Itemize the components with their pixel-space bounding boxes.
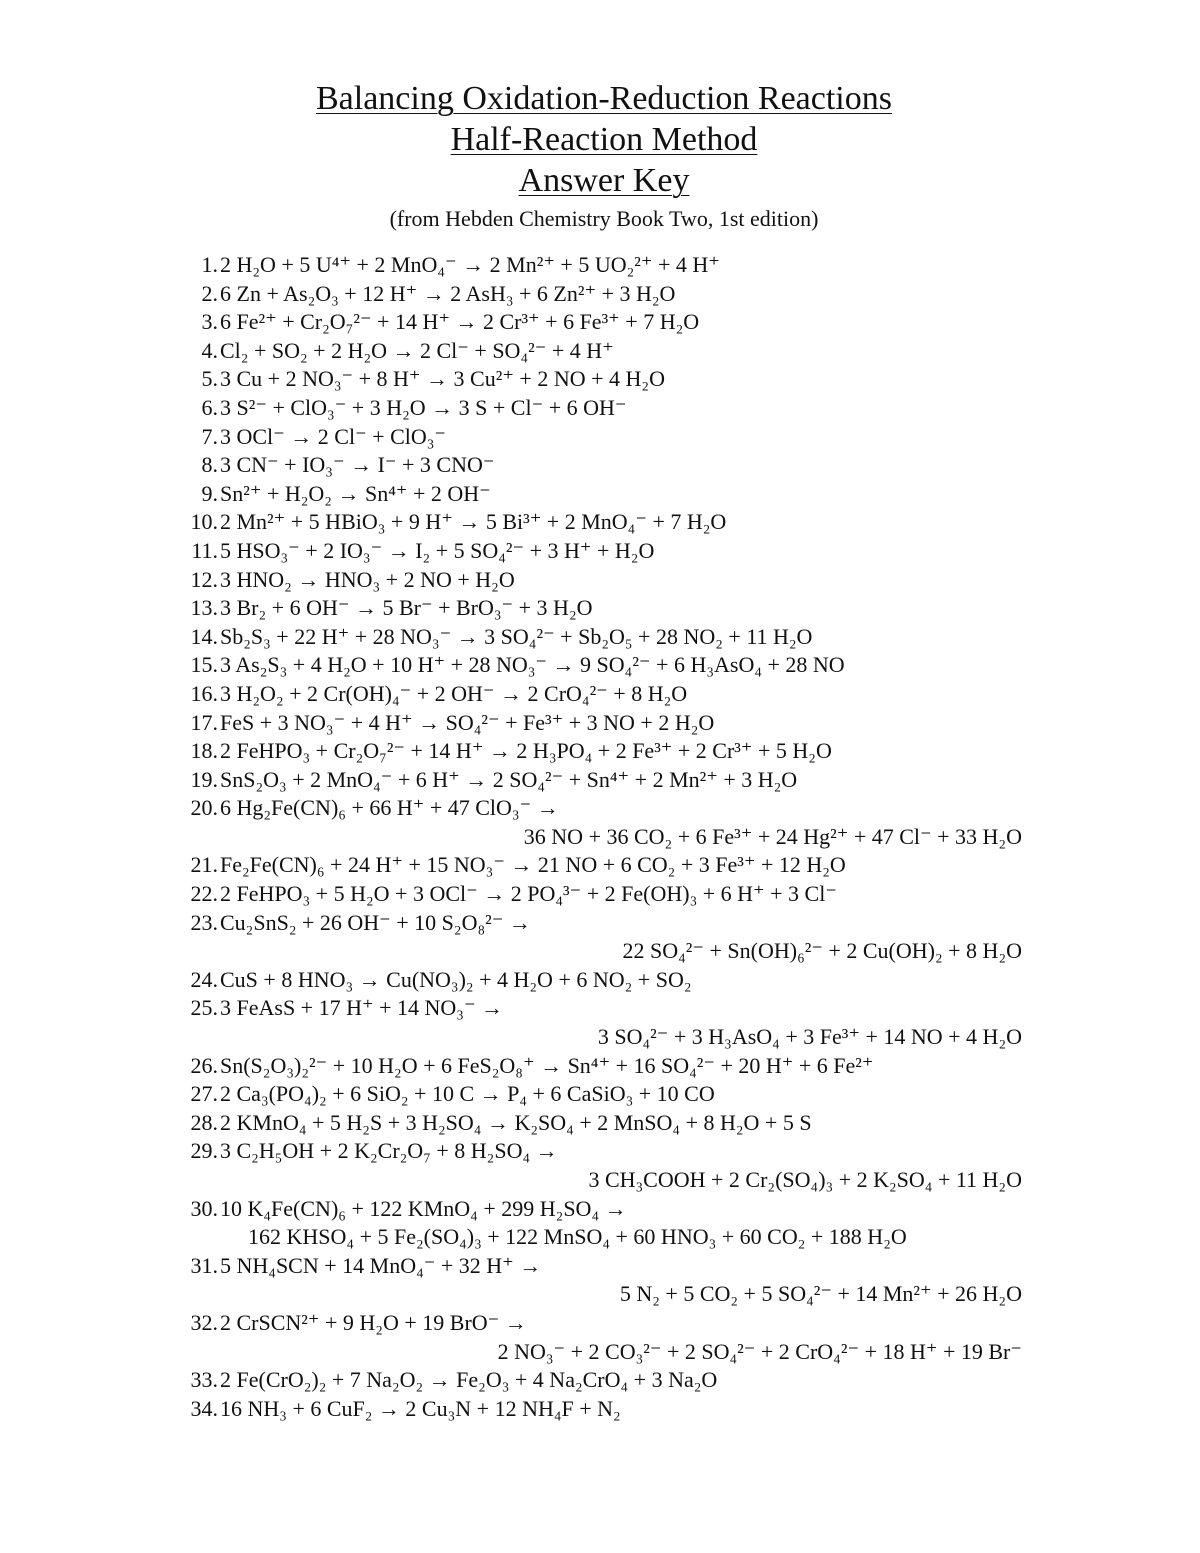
equation-row	[172, 537, 1052, 566]
equation-number: 8.	[201, 452, 218, 478]
equation-row	[172, 994, 1052, 1023]
equation-number: 23.	[190, 909, 218, 935]
equation-number: 33.	[190, 1367, 218, 1393]
equation-continuation	[172, 1166, 1022, 1195]
equation-row	[172, 365, 1052, 394]
equation-number: 12.	[190, 566, 218, 592]
equation-continuation	[172, 937, 1022, 966]
equation-number: 32.	[190, 1309, 218, 1335]
equation-number: 18.	[190, 738, 218, 764]
equation-text: 10 K₄Fe(CN)₆ + 122 KMnO₄ + 299 H₂SO₄ →	[220, 1195, 627, 1221]
equation-number: 19.	[190, 766, 218, 792]
equation-text: Sn(S₂O₃)₂²⁻ + 10 H₂O + 6 FeS₂O₈⁺ → Sn⁴⁺ + 16 SO₄²⁻ + 20 H⁺ + 6 Fe²⁺	[220, 1052, 874, 1078]
equation-number: 28.	[190, 1109, 218, 1135]
equation-row	[172, 423, 1052, 452]
equation-number: 15.	[190, 652, 218, 678]
equation-row	[172, 1109, 1052, 1138]
equation-row	[172, 1252, 1052, 1281]
equation-text: 2 Fe(CrO₂)₂ + 7 Na₂O₂ → Fe₂O₃ + 4 Na₂CrO₄ + 3 Na₂O	[220, 1367, 718, 1393]
equation-row	[172, 1366, 1052, 1395]
equation-text: 2 FeHPO₃ + 5 H₂O + 3 OCl⁻ → 2 PO₄³⁻ + 2 Fe(OH)₃ + 6 H⁺ + 3 Cl⁻	[220, 881, 837, 907]
equation-text: 5 HSO₃⁻ + 2 IO₃⁻ → I₂ + 5 SO₄²⁻ + 3 H⁺ + H₂O	[220, 537, 655, 563]
equation-continuation-text: 3 SO₄²⁻ + 3 H₃AsO₄ + 3 Fe³⁺ + 14 NO + 4 H₂O	[597, 1024, 1022, 1050]
equation-number: 20.	[190, 795, 218, 821]
equation-row	[172, 909, 1052, 938]
equation-number: 14.	[190, 623, 218, 649]
equation-text: 3 S²⁻ + ClO₃⁻ + 3 H₂O → 3 S + Cl⁻ + 6 OH⁻	[220, 394, 627, 420]
equation-number: 7.	[201, 423, 218, 449]
equation-text: 3 As₂S₃ + 4 H₂O + 10 H⁺ + 28 NO₃⁻ → 9 SO₄²⁻ + 6 H₃AsO₄ + 28 NO	[220, 652, 845, 678]
equation-text: 3 FeAsS + 17 H⁺ + 14 NO₃⁻ →	[220, 995, 504, 1021]
equation-continuation-text: 36 NO + 36 CO₂ + 6 Fe³⁺ + 24 Hg²⁺ + 47 Cl⁻ + 33 H₂O	[523, 823, 1022, 849]
equation-row	[172, 1195, 1052, 1224]
equation-text: 6 Zn + As₂O₃ + 12 H⁺ → 2 AsH₃ + 6 Zn²⁺ + 3 H₂O	[220, 280, 676, 306]
equation-number: 27.	[190, 1081, 218, 1107]
equation-row	[172, 1395, 1052, 1424]
equation-row	[172, 966, 1052, 995]
equation-text: 3 CN⁻ + IO₃⁻ → I⁻ + 3 CNO⁻	[220, 452, 495, 478]
equation-row	[172, 308, 1052, 337]
equation-row	[172, 680, 1052, 709]
equation-row	[172, 851, 1052, 880]
equation-row	[172, 766, 1052, 795]
equation-text: CuS + 8 HNO₃ → Cu(NO₃)₂ + 4 H₂O + 6 NO₂ + SO₂	[220, 966, 692, 992]
equation-text: 16 NH₃ + 6 CuF₂ → 2 Cu₃N + 12 NH₄F + N₂	[220, 1395, 621, 1421]
equation-continuation	[172, 1023, 1022, 1052]
equation-row	[172, 737, 1052, 766]
page-subtitle-method: Half-Reaction Method	[450, 121, 758, 158]
equation-text: Cl₂ + SO₂ + 2 H₂O → 2 Cl⁻ + SO₄²⁻ + 4 H⁺	[220, 337, 614, 363]
equation-number: 21.	[190, 852, 218, 878]
page-title: Balancing Oxidation-Reduction Reactions	[316, 80, 892, 117]
equation-text: Sn²⁺ + H₂O₂ → Sn⁴⁺ + 2 OH⁻	[220, 480, 491, 506]
equation-number: 13.	[190, 595, 218, 621]
equation-row	[172, 651, 1052, 680]
equation-number: 9.	[201, 480, 218, 506]
equation-number: 29.	[190, 1138, 218, 1164]
equation-continuation-text: 22 SO₄²⁻ + Sn(OH)₆²⁻ + 2 Cu(OH)₂ + 8 H₂O	[622, 938, 1022, 964]
equation-text: SnS₂O₃ + 2 MnO₄⁻ + 6 H⁺ → 2 SO₄²⁻ + Sn⁴⁺ + 2 Mn²⁺ + 3 H₂O	[220, 766, 798, 792]
equation-row	[172, 794, 1052, 823]
equation-text: 3 Cu + 2 NO₃⁻ + 8 H⁺ → 3 Cu²⁺ + 2 NO + 4 H₂O	[220, 366, 665, 392]
equation-text: 3 HNO₂ → HNO₃ + 2 NO + H₂O	[220, 566, 515, 592]
equation-text: 3 Br₂ + 6 OH⁻ → 5 Br⁻ + BrO₃⁻ + 3 H₂O	[220, 595, 593, 621]
equation-continuation	[172, 1223, 1052, 1252]
equation-text: 3 C₂H₅OH + 2 K₂Cr₂O₇ + 8 H₂SO₄ →	[220, 1138, 558, 1164]
equation-row	[172, 394, 1052, 423]
equation-row	[172, 623, 1052, 652]
equation-text: Fe₂Fe(CN)₆ + 24 H⁺ + 15 NO₃⁻ → 21 NO + 6 CO₂ + 3 Fe³⁺ + 12 H₂O	[220, 852, 846, 878]
equation-text: 2 FeHPO₃ + Cr₂O₇²⁻ + 14 H⁺ → 2 H₃PO₄ + 2 Fe³⁺ + 2 Cr³⁺ + 5 H₂O	[220, 738, 832, 764]
equation-text: Sb₂S₃ + 22 H⁺ + 28 NO₃⁻ → 3 SO₄²⁻ + Sb₂O₅ + 28 NO₂ + 11 H₂O	[220, 623, 813, 649]
equation-number: 2.	[201, 280, 218, 306]
equation-row	[172, 566, 1052, 595]
equation-row	[172, 594, 1052, 623]
page-subtitle-answer-key: Answer Key	[518, 162, 690, 199]
equation-number: 17.	[190, 709, 218, 735]
equation-text: 6 Hg₂Fe(CN)₆ + 66 H⁺ + 47 ClO₃⁻ →	[220, 795, 559, 821]
equation-continuation-text: 162 KHSO₄ + 5 Fe₂(SO₄)₃ + 122 MnSO₄ + 60 HNO₃ + 60 CO₂ + 188 H₂O	[248, 1224, 907, 1250]
equation-number: 31.	[190, 1252, 218, 1278]
equation-row	[172, 251, 1052, 280]
equation-continuation-text: 2 NO₃⁻ + 2 CO₃²⁻ + 2 SO₄²⁻ + 2 CrO₄²⁻ + 18 H⁺ + 19 Br⁻	[497, 1338, 1022, 1364]
equation-text: 2 Ca₃(PO₄)₂ + 6 SiO₂ + 10 C → P₄ + 6 CaSiO₃ + 10 CO	[220, 1081, 715, 1107]
equation-number: 24.	[190, 966, 218, 992]
equation-text: 5 NH₄SCN + 14 MnO₄⁻ + 32 H⁺ →	[220, 1252, 542, 1278]
equation-number: 30.	[190, 1195, 218, 1221]
equation-number: 26.	[190, 1052, 218, 1078]
equation-row	[172, 451, 1052, 480]
equation-row	[172, 508, 1052, 537]
equation-row	[172, 1052, 1052, 1081]
equation-number: 6.	[201, 394, 218, 420]
equation-number: 25.	[190, 995, 218, 1021]
equation-row	[172, 337, 1052, 366]
equation-row	[172, 709, 1052, 738]
source-note: (from Hebden Chemistry Book Two, 1st edition)	[389, 206, 819, 231]
equation-number: 22.	[190, 881, 218, 907]
equation-text: 3 OCl⁻ → 2 Cl⁻ + ClO₃⁻	[220, 423, 447, 449]
equation-number: 34.	[190, 1395, 218, 1421]
equation-number: 16.	[190, 680, 218, 706]
equation-row	[172, 480, 1052, 509]
equation-row	[172, 280, 1052, 309]
equation-text: 3 H₂O₂ + 2 Cr(OH)₄⁻ + 2 OH⁻ → 2 CrO₄²⁻ + 8 H₂O	[220, 680, 688, 706]
equation-row	[172, 1309, 1052, 1338]
equation-continuation	[172, 1280, 1022, 1309]
equation-number: 1.	[201, 252, 218, 277]
equation-row	[172, 1137, 1052, 1166]
equation-number: 3.	[201, 309, 218, 335]
equation-continuation	[172, 823, 1022, 852]
equation-text: 2 Mn²⁺ + 5 HBiO₃ + 9 H⁺ → 5 Bi³⁺ + 2 MnO₄⁻ + 7 H₂O	[220, 509, 727, 535]
equation-list	[172, 251, 1052, 1423]
equation-number: 4.	[201, 337, 218, 363]
equation-text: FeS + 3 NO₃⁻ + 4 H⁺ → SO₄²⁻ + Fe³⁺ + 3 NO + 2 H₂O	[220, 709, 715, 735]
equation-text: 2 KMnO₄ + 5 H₂S + 3 H₂SO₄ → K₂SO₄ + 2 MnSO₄ + 8 H₂O + 5 S	[220, 1109, 812, 1135]
equation-text: Cu₂SnS₂ + 26 OH⁻ + 10 S₂O₈²⁻ →	[220, 909, 531, 935]
title-block	[0, 78, 1200, 235]
equation-continuation-text: 3 CH₃COOH + 2 Cr₂(SO₄)₃ + 2 K₂SO₄ + 11 H₂O	[588, 1167, 1022, 1192]
equation-number: 5.	[201, 366, 218, 392]
equation-text: 6 Fe²⁺ + Cr₂O₇²⁻ + 14 H⁺ → 2 Cr³⁺ + 6 Fe³⁺ + 7 H₂O	[220, 309, 700, 335]
equation-continuation-text: 5 N₂ + 5 CO₂ + 5 SO₄²⁻ + 14 Mn²⁺ + 26 H₂O	[619, 1281, 1022, 1307]
equation-row	[172, 880, 1052, 909]
equation-continuation	[172, 1338, 1022, 1367]
equation-number: 11.	[191, 537, 218, 563]
equation-text: 2 H₂O + 5 U⁴⁺ + 2 MnO₄⁻ → 2 Mn²⁺ + 5 UO₂²⁺ + 4 H⁺	[220, 252, 720, 277]
equation-number: 10.	[190, 509, 218, 535]
equation-row	[172, 1080, 1052, 1109]
equation-text: 2 CrSCN²⁺ + 9 H₂O + 19 BrO⁻ →	[220, 1309, 527, 1335]
